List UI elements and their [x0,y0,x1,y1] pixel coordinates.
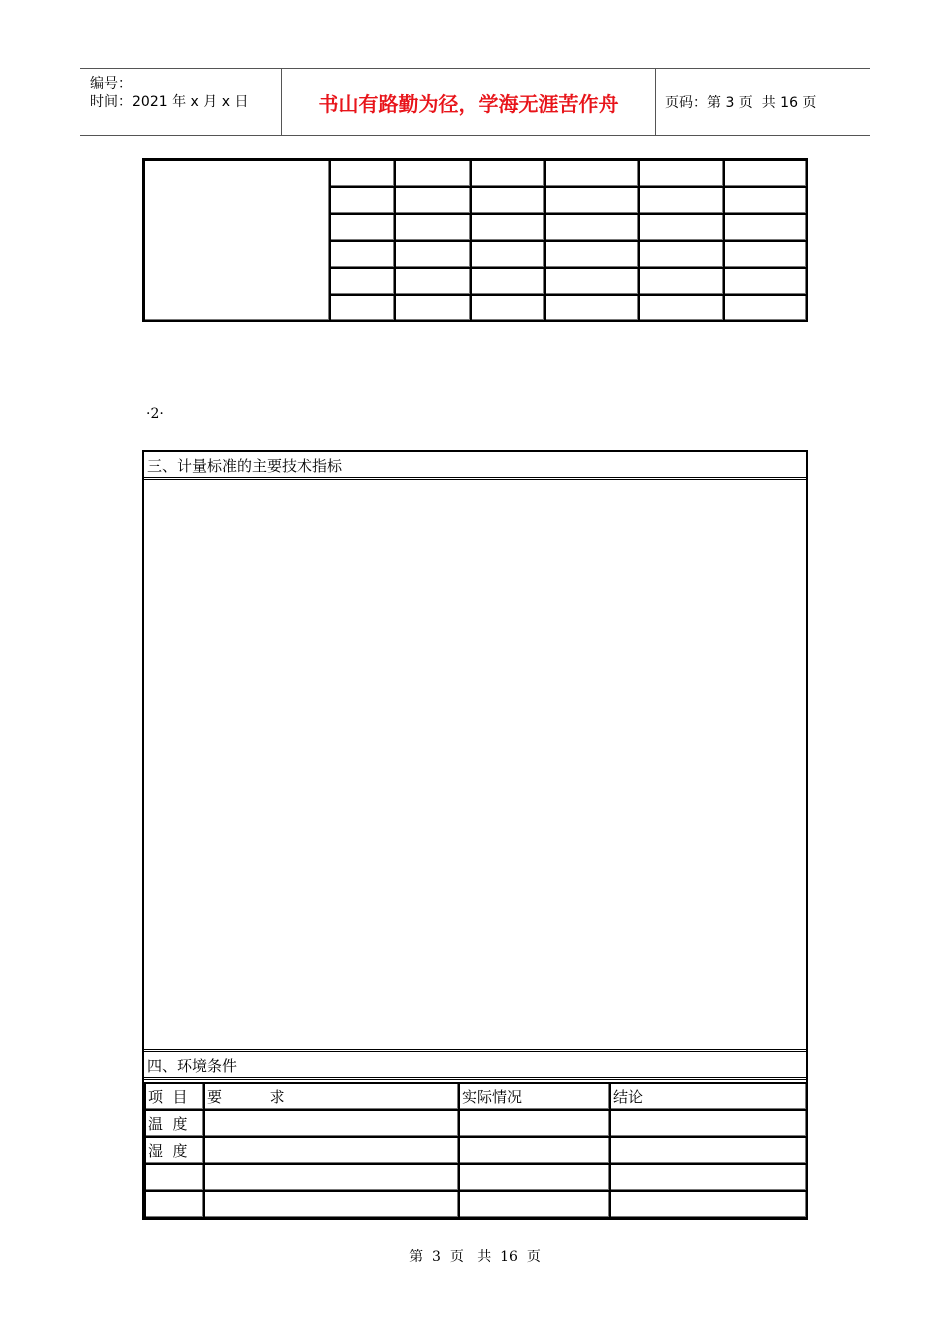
table-cell [459,1110,610,1137]
table-row [145,1137,807,1164]
table-cell [329,213,394,240]
table-cell [638,294,723,321]
environment-table [144,1082,807,1218]
page-marker: ·2· [146,406,164,422]
table-cell [394,159,470,186]
table-row [145,1110,807,1137]
section3-title: 三、计量标准的主要技术指标 [144,452,806,480]
table-cell [544,294,638,321]
form-box [142,450,808,1220]
table-cell [470,267,544,294]
table-cell [610,1191,807,1218]
table-cell [204,1191,459,1218]
table-cell [459,1164,610,1191]
table-cell [329,186,394,213]
table-cell [544,240,638,267]
table-cell [610,1164,807,1191]
table-cell [723,267,807,294]
table-cell [723,159,807,186]
table-cell [394,294,470,321]
table-cell [610,1137,807,1164]
table-cell [723,294,807,321]
row-label [145,1164,204,1191]
table-cell [204,1137,459,1164]
table-cell [204,1164,459,1191]
table-cell [470,240,544,267]
col-header-conclusion: 结论 [610,1083,807,1110]
table-cell [329,294,394,321]
row-label: 温 度 [145,1110,204,1137]
table-cell [544,186,638,213]
serial-label: 编号： [90,76,132,92]
table-cell [470,294,544,321]
row-label: 湿 度 [145,1137,204,1164]
table-header-row [145,1083,807,1110]
col-header-requirement: 要 求 [204,1083,459,1110]
table-cell [638,267,723,294]
table-cell [394,213,470,240]
row-label [145,1191,204,1218]
header-motto: 书山有路勤为径，学海无涯苦作舟 [282,69,656,135]
table-cell [638,159,723,186]
table-cell [329,267,394,294]
table-cell [394,267,470,294]
table-cell [394,186,470,213]
header-meta [80,69,282,135]
header-page-info: 页码：第 3 页 共 16 页 [665,95,817,111]
section3-content-area [144,483,806,1052]
table-cell [544,267,638,294]
merged-cell [143,159,329,321]
table-cell [544,159,638,186]
table-cell [459,1191,610,1218]
table-cell [329,159,394,186]
table-cell [470,186,544,213]
table-cell [610,1110,807,1137]
table-cell [723,213,807,240]
table-cell [723,240,807,267]
col-header-actual: 实际情况 [459,1083,610,1110]
table-cell [638,240,723,267]
table-row [145,1191,807,1218]
table-row [145,1164,807,1191]
continued-table [142,158,808,322]
table-cell [638,186,723,213]
table-cell [394,240,470,267]
table-cell [544,213,638,240]
section4-title: 四、环境条件 [144,1052,806,1080]
table-cell [329,240,394,267]
col-header-item: 项 目 [145,1083,204,1110]
table-cell [638,213,723,240]
table-cell [723,186,807,213]
time-label: 时间：2021 年 x 月 x 日 [90,94,249,110]
page-header [80,68,870,136]
table-cell [470,159,544,186]
table-cell [459,1137,610,1164]
page-footer: 第 3 页 共 16 页 [409,1249,541,1265]
table-cell [470,213,544,240]
table-cell [204,1110,459,1137]
